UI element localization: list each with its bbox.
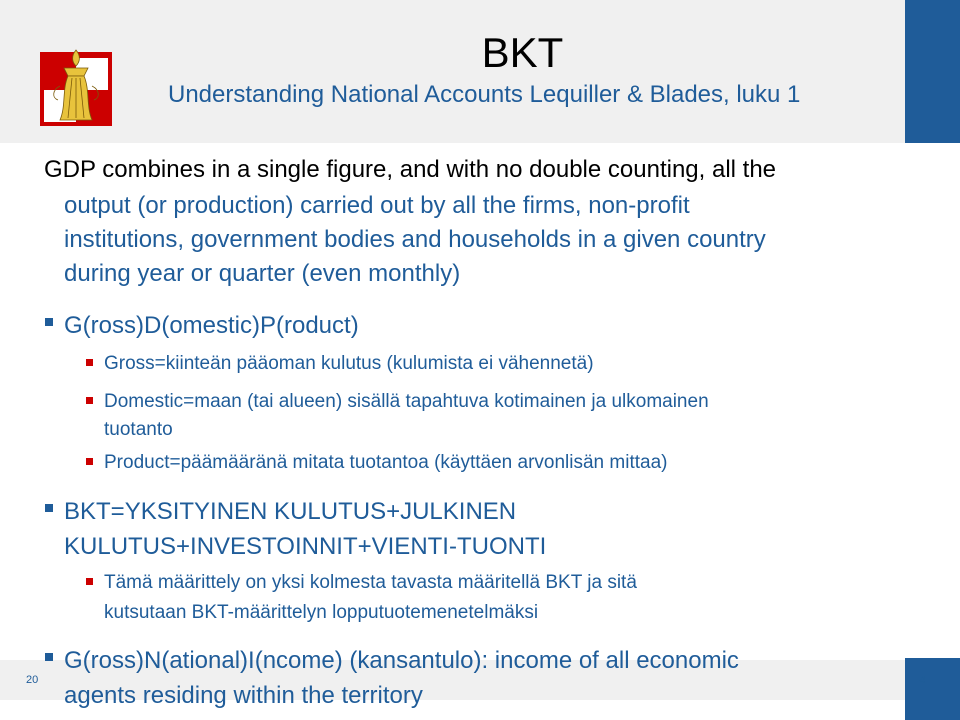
sub-bullet-square	[86, 397, 93, 404]
gdp-sub-item: Gross=kiinteän pääoman kulutus (kulumista ei vähennetä)	[104, 353, 594, 374]
intro-line: output (or production) carried out by all the firms, non-profit	[64, 192, 690, 219]
bullet-square	[45, 504, 53, 512]
gdp-sub-item: Domestic=maan (tai alueen) sisällä tapahtuva kotimainen ja ulkomainen	[104, 391, 709, 412]
sub-bullet-square	[86, 359, 93, 366]
intro-line: GDP combines in a single figure, and with no double counting, all the	[44, 156, 777, 183]
bkt-sub-item: Tämä määrittely on yksi kolmesta tavasta määritellä BKT ja sitä	[104, 572, 637, 593]
footer-date: 20	[26, 674, 39, 686]
bullet-square	[45, 653, 53, 661]
sub-bullet-square	[86, 578, 93, 585]
gdp-sub-item: Product=päämääränä mitata tuotantoa (käyttäen arvonlisän mittaa)	[104, 452, 668, 473]
bkt-heading-continued: KULUTUS+INVESTOINNIT+VIENTI-TUONTI	[64, 533, 547, 560]
intro-line: institutions, government bodies and households in a given country	[64, 226, 766, 253]
sub-bullet-square	[86, 458, 93, 465]
gdp-heading: G(ross)D(omestic)P(roduct)	[64, 312, 359, 339]
page-number: 4	[919, 674, 926, 686]
intro-line: during year or quarter (even monthly)	[64, 260, 461, 287]
bullet-square	[45, 318, 53, 326]
bkt-sub-item-continued: kutsutaan BKT-määrittelyn lopputuotemenetelmäksi	[104, 602, 539, 623]
gni-heading-continued: agents residing within the territory	[64, 682, 423, 709]
slide-title: BKT	[481, 29, 564, 76]
gni-heading: G(ross)N(ational)I(ncome) (kansantulo): income of all economic	[64, 647, 739, 674]
gdp-sub-item-continued: tuotanto	[104, 419, 173, 440]
bkt-heading: BKT=YKSITYINEN KULUTUS+JULKINEN	[64, 498, 517, 525]
slide-subtitle: Understanding National Accounts Lequiller & Blades, luku 1	[168, 81, 801, 108]
